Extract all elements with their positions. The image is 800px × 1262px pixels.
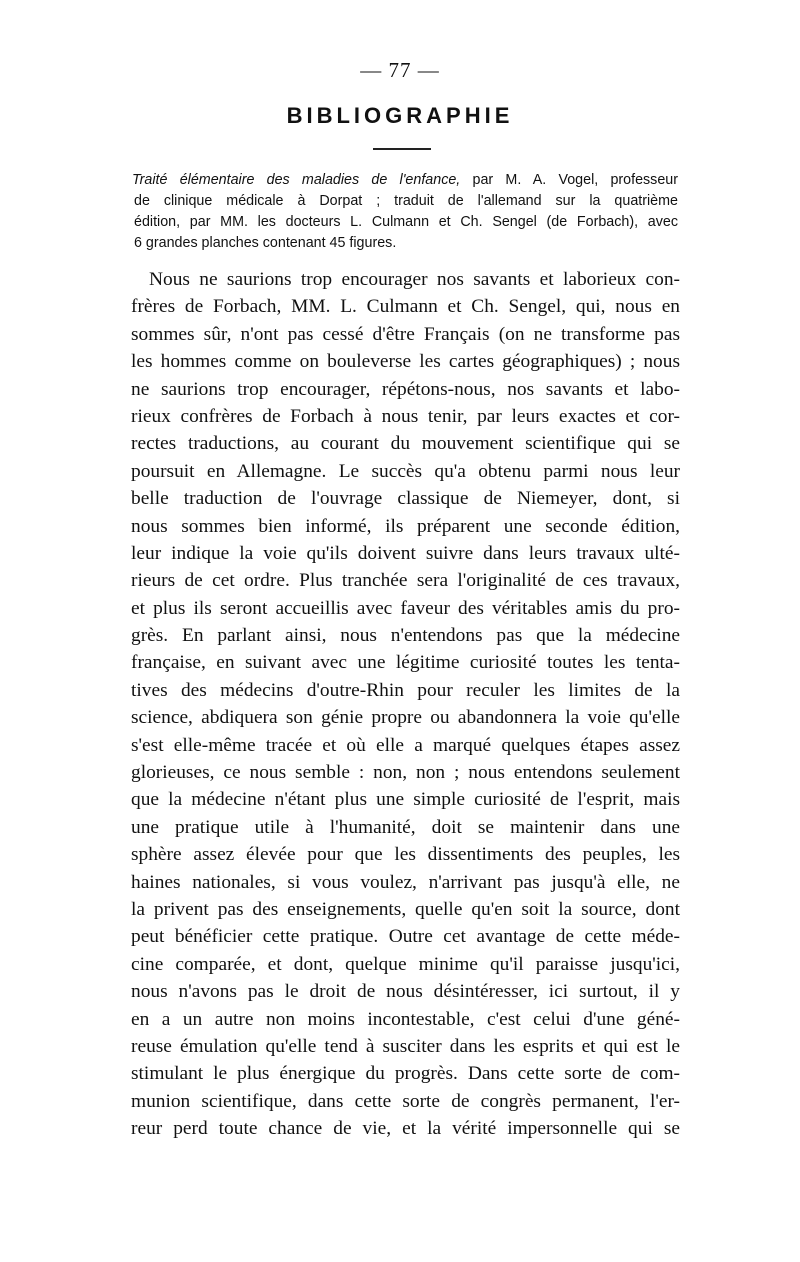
section-title: BIBLIOGRAPHIE	[286, 103, 514, 128]
body-line: frères de Forbach, MM. L. Culmann et Ch. Sengel, qui, nous en	[131, 296, 680, 318]
body-text	[131, 266, 680, 1143]
work-title: Traité élémentaire des maladies de l'enfance,	[132, 172, 461, 188]
body-line: que la médecine n'étant plus une simple curiosité de l'esprit, mais	[131, 789, 680, 811]
body-line: science, abdiquera son génie propre ou abandonnera la voie qu'elle	[131, 707, 680, 729]
body-line: nous sommes bien informé, ils préparent une seconde édition,	[131, 515, 680, 537]
body-line: rieurs de cet ordre. Plus tranchée sera l'originalité de ces travaux,	[131, 570, 680, 592]
body-line: en a un autre non moins incontestable, c'est celui d'une géné-	[131, 1008, 680, 1030]
body-line: tives des médecins d'outre-Rhin pour reculer les limites de la	[131, 679, 680, 701]
body-line: rectes traductions, au courant du mouvement scientifique qui se	[131, 433, 680, 455]
body-line: une pratique utile à l'humanité, doit se maintenir dans une	[131, 816, 680, 838]
body-line: reuse émulation qu'elle tend à susciter dans les esprits et qui est le	[131, 1035, 680, 1057]
body-line: stimulant le plus énergique du progrès. Dans cette sorte de com-	[131, 1063, 680, 1085]
body-line: française, en suivant avec une légitime curiosité toutes les tenta-	[131, 652, 680, 674]
body-line: cine comparée, et dont, quelque minime qu'il paraisse jusqu'ici,	[131, 953, 680, 975]
body-line: peut bénéficier cette pratique. Outre cet avantage de cette méde-	[131, 926, 680, 948]
bibliography-line-4: 6 grandes planches contenant 45 figures.	[134, 235, 397, 251]
bibliography-line-1-rest: par M. A. Vogel, professeur	[460, 172, 678, 188]
body-line: et plus ils seront accueillis avec faveur des véritables amis du pro-	[131, 597, 680, 619]
title-rule	[373, 148, 431, 150]
body-line: la privent pas des enseignements, quelle qu'en soit la source, dont	[131, 898, 680, 920]
body-line: sphère assez élevée pour que les dissentiments des peuples, les	[131, 844, 680, 866]
body-line: reur perd toute chance de vie, et la vérité impersonnelle qui se	[131, 1118, 680, 1140]
bibliography-line-3: édition, par MM. les docteurs L. Culmann et Ch. Sengel (de Forbach), avec	[134, 214, 678, 230]
body-line: glorieuses, ce nous semble : non, non ; nous entendons seulement	[131, 762, 680, 784]
body-line: Nous ne saurions trop encourager nos savants et laborieux con-	[149, 269, 680, 290]
page-number: — 77 —	[360, 58, 440, 82]
body-line: sommes sûr, n'ont pas cessé d'être Français (on ne transforme pas	[131, 323, 680, 345]
body-line: haines nationales, si vous voulez, n'arrivant pas jusqu'à elle, ne	[131, 871, 680, 893]
bibliography-entry	[134, 170, 678, 254]
body-line: grès. En parlant ainsi, nous n'entendons pas que la médecine	[131, 625, 680, 647]
body-line: ne saurions trop encourager, répétons-nous, nos savants et labo-	[131, 378, 680, 400]
body-line: nous n'avons pas le droit de nous désintéresser, ici surtout, il y	[131, 981, 680, 1003]
body-line: leur indique la voie qu'ils doivent suivre dans leurs travaux ulté-	[131, 542, 680, 564]
body-line: s'est elle-même tracée et où elle a marqué quelques étapes assez	[131, 734, 680, 756]
bibliography-line-2: de clinique médicale à Dorpat ; traduit de l'allemand sur la quatrième	[134, 193, 678, 209]
body-line: rieux confrères de Forbach à nous tenir, par leurs exactes et cor-	[131, 405, 680, 427]
bibliography-line-1	[132, 170, 678, 191]
body-line: munion scientifique, dans cette sorte de congrès permanent, l'er-	[131, 1090, 680, 1112]
body-line: les hommes comme on bouleverse les cartes géographiques) ; nous	[131, 351, 680, 373]
body-line: belle traduction de l'ouvrage classique de Niemeyer, dont, si	[131, 488, 680, 510]
body-line: poursuit en Allemagne. Le succès qu'a obtenu parmi nous leur	[131, 460, 680, 482]
